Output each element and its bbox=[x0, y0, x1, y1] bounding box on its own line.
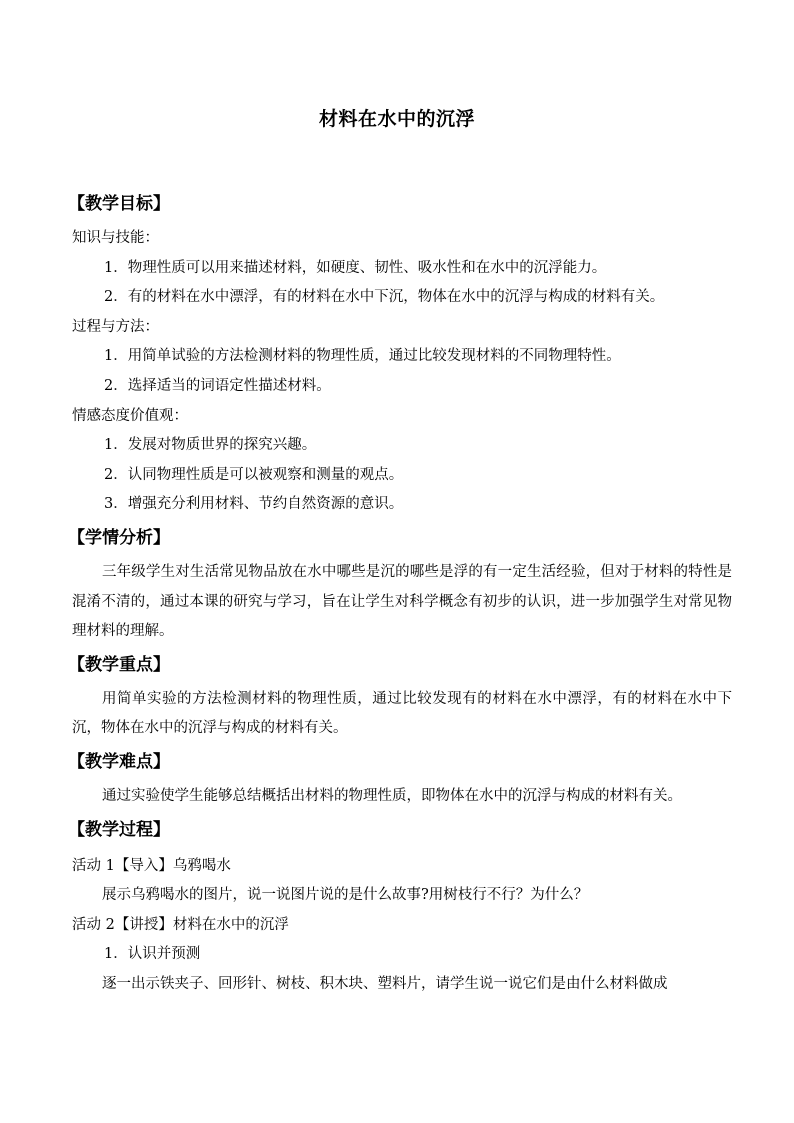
list-item: 3．增强充分利用材料、节约自然资源的意识。 bbox=[104, 496, 404, 513]
list-item: 2．有的材料在水中漂浮，有的材料在水中下沉，物体在水中的沉浮与构成的材料有关。 bbox=[104, 289, 665, 306]
activity-1-text: 展示乌鸦喝水的图片，说一说图片说的是什么故事?用树枝行不行？为什么？ bbox=[102, 887, 589, 904]
list-item: 1．物理性质可以用来描述材料，如硬度、韧性、吸水性和在水中的沉浮能力。 bbox=[104, 259, 607, 276]
list-item: 2．认同物理性质是可以被观察和测量的观点。 bbox=[104, 466, 404, 483]
section-heading-key-points: 【教学重点】 bbox=[68, 654, 170, 675]
list-item: 1．认识并预测 bbox=[104, 946, 201, 963]
activity-2-text: 逐一出示铁夹子、回形针、树枝、积木块、塑料片，请学生说一说它们是由什么材料做成 bbox=[102, 975, 668, 992]
subheading-attitude: 情感态度价值观： bbox=[72, 407, 188, 424]
document-title: 材料在水中的沉浮 bbox=[318, 108, 475, 130]
section-heading-process: 【教学过程】 bbox=[68, 819, 170, 840]
section-heading-analysis: 【学情分析】 bbox=[68, 527, 170, 548]
activity-1-label: 活动 1【导入】乌鸦喝水 bbox=[72, 857, 231, 874]
subheading-knowledge: 知识与技能： bbox=[72, 230, 159, 246]
paragraph-difficulties: 通过实验使学生能够总结概括出材料的物理性质，即物体在水中的沉浮与构成的材料有关。 bbox=[102, 787, 682, 804]
section-heading-difficulties: 【教学难点】 bbox=[68, 751, 170, 772]
list-item: 1．用简单试验的方法检测材料的物理性质，通过比较发现材料的不同物理特性。 bbox=[104, 348, 621, 365]
subheading-process: 过程与方法： bbox=[72, 318, 159, 335]
list-item: 1．发展对物质世界的探究兴趣。 bbox=[104, 437, 317, 454]
section-heading-objectives: 【教学目标】 bbox=[68, 194, 170, 214]
list-item: 2．选择适当的词语定性描述材料。 bbox=[104, 377, 331, 394]
paragraph-analysis: 三年级学生对生活常见物品放在水中哪些是沉的哪些是浮的有一定生活经验，但对于材料的特性是混淆不清的，通过本课的研究与学习，旨在让学生对科学概念有初步的认识，进一步加强学生对常见物理材料的理解。 bbox=[72, 563, 732, 640]
paragraph-key-points: 用简单实验的方法检测材料的物理性质，通过比较发现有的材料在水中漂浮，有的材料在水中下沉，物体在水中的沉浮与构成的材料有关。 bbox=[72, 690, 732, 737]
activity-2-label: 活动 2【讲授】材料在水中的沉浮 bbox=[72, 916, 289, 933]
document-body bbox=[68, 186, 732, 999]
